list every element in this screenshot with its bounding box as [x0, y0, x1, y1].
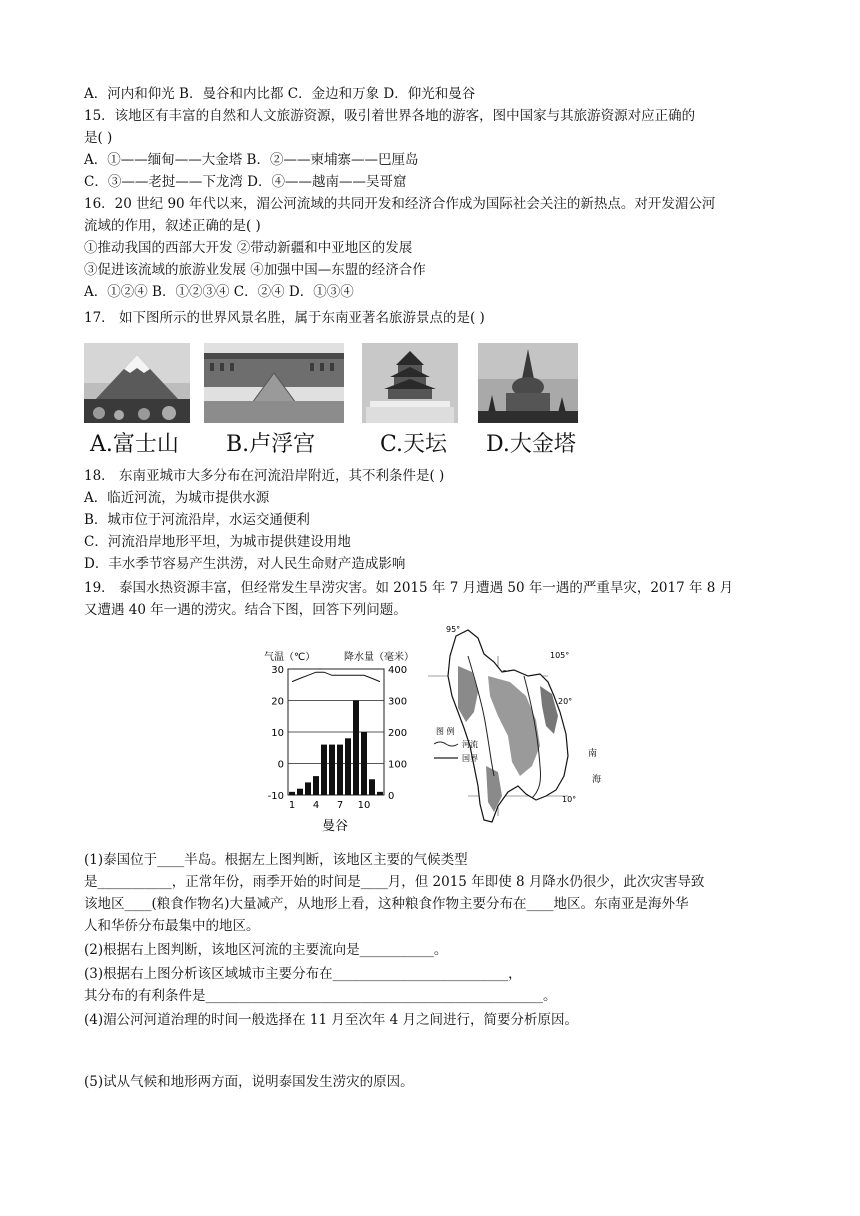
- precip-bar: [337, 745, 343, 795]
- q19-part1-line1: (1)泰国位于____半岛。根据左上图判断，该地区主要的气候类型: [84, 852, 468, 868]
- sea-label-1: 南: [588, 749, 598, 759]
- q19-part5: (5)试从气候和地形两方面，说明泰国发生涝灾的原因。: [84, 1074, 414, 1090]
- legend-river-symbol: [434, 742, 458, 746]
- q19-stem: 19． 泰国水热资源丰富，但经常发生旱涝灾害。如 2015 年 7 月遭遇 50 年一遇的严重旱灾，2017 年 8 月: [84, 580, 734, 596]
- precip-bar: [361, 732, 367, 795]
- legend-river-label: 河流: [462, 740, 478, 749]
- precip-bar: [369, 779, 375, 795]
- q15-options-ab: A．①——缅甸——大金塔 B．②——柬埔寨——巴厘岛: [84, 152, 419, 168]
- left-tick-label: 0: [277, 759, 284, 771]
- right-tick-label: 300: [388, 696, 408, 708]
- month-tick-label: 10: [357, 800, 371, 811]
- lon-label-95: 95°: [446, 625, 461, 634]
- q19-part3-line1: (3)根据右上图分析该区域城市主要分布在__________________________，: [84, 966, 522, 982]
- q18-option-d: D．丰水季节容易产生洪涝，对人民生命财产造成影响: [84, 556, 406, 572]
- precip-bar: [313, 776, 319, 795]
- station-label: 曼谷: [322, 819, 349, 834]
- q16-items-12: ①推动我国的西部大开发 ②带动新疆和中亚地区的发展: [84, 240, 413, 256]
- legend-border-label: 国界: [462, 754, 478, 763]
- precip-bar: [353, 701, 359, 796]
- climate-chart: [258, 626, 428, 836]
- thailand-map: [428, 616, 618, 826]
- caption-a: A.富士山: [90, 432, 179, 457]
- precip-bar: [345, 738, 351, 795]
- sea-label-2: 海: [592, 775, 602, 785]
- temperature-curve: [292, 672, 380, 681]
- q16-items-34: ③促进该流域的旅游业发展 ④加强中国—东盟的经济合作: [84, 262, 426, 278]
- precip-bar: [297, 789, 303, 795]
- q16-options: A．①②④ B．①②③④ C．②④ D．①③④: [84, 284, 354, 300]
- caption-d: D.大金塔: [486, 432, 576, 457]
- right-tick-label: 100: [388, 759, 408, 771]
- lon-label-105: 105°: [550, 651, 570, 660]
- month-tick-label: 7: [336, 800, 344, 811]
- left-tick-label: -10: [267, 791, 284, 802]
- month-tick-label: 4: [312, 800, 320, 811]
- landmark-photos: [84, 343, 584, 455]
- precip-bar: [305, 782, 311, 795]
- q19-part1-line3: 该地区____(粮食作物名)大量减产，从地形上看，这种粮食作物主要分布在____地区。东南亚是海外华: [84, 896, 689, 912]
- q19-part1-line2: 是___________，正常年份，雨季开始的时间是____月，但 2015 年即使 8 月降水仍很少，此次灾害导致: [84, 874, 705, 890]
- left-tick-label: 10: [271, 728, 284, 739]
- q19-part1-line4: 人和华侨分布最集中的地区。: [84, 918, 260, 934]
- precip-bar: [377, 792, 383, 795]
- q19-stem-cont: 又遭遇 40 年一遇的涝灾。结合下图，回答下列问题。: [84, 602, 407, 618]
- right-tick-label: 400: [388, 665, 408, 676]
- q19-figures: [258, 626, 618, 836]
- month-tick-label: 1: [288, 800, 296, 811]
- lat-label-20: 20°: [558, 697, 573, 706]
- q16-stem-cont: 流域的作用，叙述正确的是( ): [84, 218, 261, 234]
- right-tick-label: 200: [388, 728, 408, 739]
- precip-bar: [289, 792, 295, 795]
- q18-option-a: A．临近河流，为城市提供水源: [84, 490, 270, 506]
- photo-louvre: [204, 343, 344, 423]
- left-tick-label: 30: [271, 665, 284, 676]
- photo-temple-of-heaven: [362, 343, 458, 423]
- q18-option-b: B．城市位于河流沿岸，水运交通便利: [84, 512, 310, 528]
- right-axis-title: 降水量（毫米）: [344, 652, 414, 663]
- q14-options: A．河内和仰光 B．曼谷和内比都 C．金边和万象 D．仰光和曼谷: [84, 86, 476, 102]
- q15-stem-cont: 是( ): [84, 130, 113, 146]
- precip-bar: [329, 745, 335, 795]
- q18-stem: 18． 东南亚城市大多分布在河流沿岸附近，其不利条件是( ): [84, 468, 445, 484]
- photo-fuji: [84, 343, 190, 423]
- left-axis-title: 气温（℃）: [264, 652, 316, 663]
- lat-label-10: 10°: [562, 795, 577, 804]
- left-tick-label: 20: [271, 696, 284, 708]
- q15-stem: 15．该地区有丰富的自然和人文旅游资源，吸引着世界各地的游客，图中国家与其旅游资源对应正确的: [84, 108, 696, 124]
- q19-part4: (4)湄公河河道治理的时间一般选择在 11 月至次年 4 月之间进行，简要分析原因。: [84, 1012, 579, 1028]
- caption-c: C.天坛: [380, 432, 448, 457]
- right-tick-label: 0: [388, 791, 395, 802]
- photo-shwedagon: [478, 343, 578, 423]
- q18-option-c: C．河流沿岸地形平坦，为城市提供建设用地: [84, 534, 351, 550]
- q15-options-cd: C．③——老挝——下龙湾 D．④——越南——吴哥窟: [84, 174, 407, 190]
- precip-bar: [321, 745, 327, 795]
- legend-title: 图 例: [436, 727, 455, 736]
- q16-stem: 16．20 世纪 90 年代以来，湄公河流域的共同开发和经济合作成为国际社会关注的新热点。对开发湄公河: [84, 196, 716, 212]
- caption-b: B.卢浮宫: [226, 432, 316, 457]
- q19-part3-line2: 其分布的有利条件是__________________________________________________。: [84, 988, 557, 1004]
- q17-stem: 17． 如下图所示的世界风景名胜，属于东南亚著名旅游景点的是( ): [84, 310, 485, 326]
- q19-part2: (2)根据右上图判断，该地区河流的主要流向是___________。: [84, 942, 448, 958]
